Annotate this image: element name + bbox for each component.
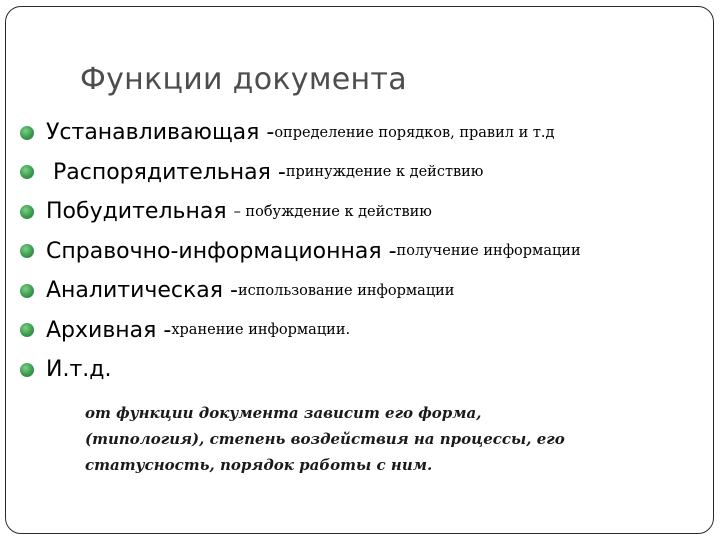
bullet-item-motivating <box>20 192 581 232</box>
bullet-term: Побудительная <box>46 199 234 225</box>
bullet-term: Архивная - <box>46 317 172 343</box>
bullet-item-establishing <box>20 113 581 153</box>
bullet-description: – побуждение к действию <box>233 203 432 220</box>
bullet-icon <box>20 323 34 337</box>
bullet-item-archive <box>20 311 581 351</box>
bullet-icon <box>20 244 34 258</box>
bullet-item-analytical <box>20 271 581 311</box>
bullet-description: хранение информации. <box>171 322 351 339</box>
bullet-icon <box>20 205 34 219</box>
footnote-line: от функции документа зависит его форма, <box>85 404 482 422</box>
bullet-icon <box>20 284 34 298</box>
bullet-term: И.т.д. <box>46 357 112 383</box>
slide-title: Функции документа <box>80 62 407 97</box>
bullet-item-reference <box>20 232 581 272</box>
footnote <box>85 400 645 478</box>
bullet-description: получение информации <box>396 243 581 260</box>
bullet-term: Аналитическая - <box>46 278 238 304</box>
bullet-item-etc <box>20 350 581 390</box>
bullet-description: определение порядков, правил и т.д <box>274 124 555 141</box>
bullet-icon <box>20 363 34 377</box>
bullet-description: использование информации <box>237 282 455 299</box>
bullet-term: Распорядительная - <box>46 159 286 185</box>
bullet-description: принуждение к действию <box>285 164 484 181</box>
bullet-item-administrative <box>20 153 581 193</box>
footnote-line: (типология), степень воздействия на процессы, его <box>85 430 565 448</box>
bullet-icon <box>20 126 34 140</box>
bullet-term: Справочно-информационная - <box>46 238 397 264</box>
bullet-list <box>20 113 581 390</box>
bullet-term: Устанавливающая - <box>46 120 275 146</box>
footnote-line: статусность, порядок работы с ним. <box>85 456 433 474</box>
bullet-icon <box>20 165 34 179</box>
